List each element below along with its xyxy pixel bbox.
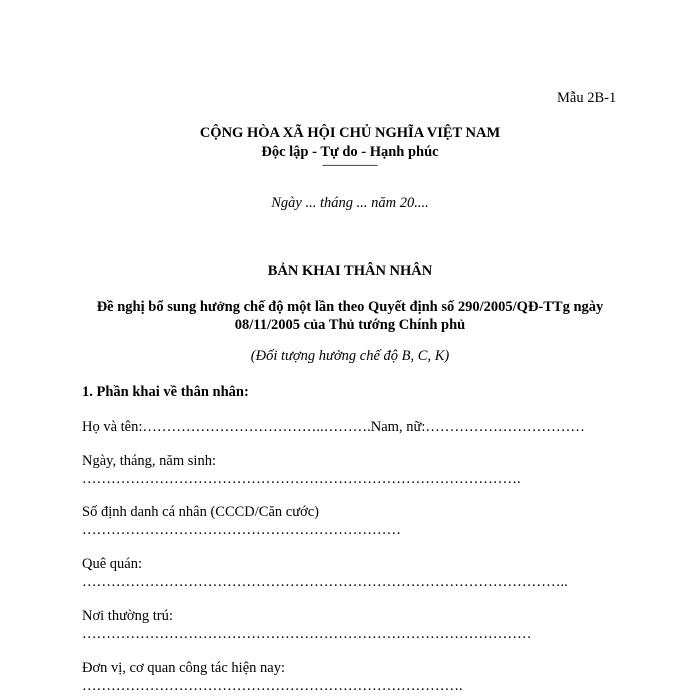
- section-1-heading: 1. Phần khai về thân nhân:: [82, 384, 249, 400]
- residence-label: Nơi thường trú:: [82, 608, 173, 624]
- id-label: Số định danh cá nhân (CCCD/Căn cước): [82, 504, 320, 520]
- date-line: Ngày ... tháng ... năm 20....: [271, 195, 429, 211]
- hometown-label: Quê quán:: [82, 556, 142, 572]
- country-name: CỘNG HÒA XÃ HỘI CHỦ NGHĨA VIỆT NAM: [199, 125, 501, 141]
- id-dots: …………………………………………………………: [82, 522, 401, 538]
- dob-dots: ……………………………………………………………………………….: [82, 471, 521, 487]
- form-code: Mẫu 2B-1: [557, 90, 617, 106]
- workplace-dots: …………………………………………………………………….: [82, 678, 463, 694]
- motto-divider: —————: [322, 159, 378, 171]
- subtitle-line-2: 08/11/2005 của Thủ tướng Chính phủ: [234, 317, 466, 333]
- residence-dots: …………………………………………………………………………………: [82, 626, 532, 642]
- hometown-dots: ………………………………………………………………………………………..: [82, 574, 568, 590]
- subtitle-line-1: Đề nghị bổ sung hưởng chế độ một lần theo Quyết định số 290/2005/QĐ-TTg ngày: [96, 299, 604, 315]
- beneficiary-note: (Đối tượng hưởng chế độ B, C, K): [250, 348, 450, 364]
- form-title: BẢN KHAI THÂN NHÂN: [267, 263, 433, 279]
- dob-label: Ngày, tháng, năm sinh:: [82, 453, 216, 469]
- workplace-label: Đơn vị, cơ quan công tác hiện nay:: [82, 660, 285, 676]
- motto: Độc lập - Tự do - Hạnh phúc: [261, 144, 439, 160]
- name-gender-field: Họ và tên:………………………………..……….Nam, nữ:……………………………: [82, 419, 585, 435]
